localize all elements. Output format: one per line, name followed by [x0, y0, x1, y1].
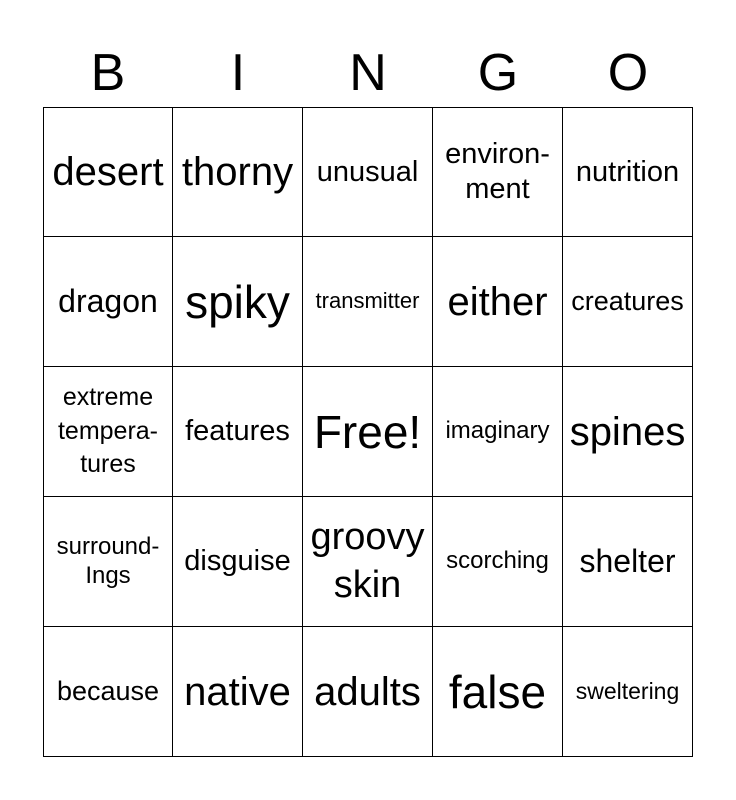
bingo-cell[interactable]: disguise — [173, 497, 303, 627]
bingo-card-grid — [43, 107, 693, 757]
bingo-cell[interactable]: imaginary — [433, 367, 563, 497]
header-letter-b: B — [90, 44, 126, 102]
bingo-cell[interactable]: transmitter — [303, 237, 433, 367]
bingo-cell[interactable]: features — [173, 367, 303, 497]
bingo-cell[interactable]: scorching — [433, 497, 563, 627]
bingo-cell[interactable]: groovy skin — [303, 497, 433, 627]
header-letter-g: G — [477, 44, 519, 102]
bingo-cell[interactable]: shelter — [563, 497, 693, 627]
header-letter-n: N — [349, 44, 387, 102]
bingo-header — [43, 40, 693, 106]
bingo-cell[interactable]: adults — [303, 627, 433, 757]
bingo-cell[interactable]: surround- Ings — [43, 497, 173, 627]
header-letter-o: O — [607, 44, 649, 102]
bingo-cell[interactable]: extreme tempera- tures — [43, 367, 173, 497]
bingo-cell[interactable]: thorny — [173, 107, 303, 237]
bingo-cell[interactable]: false — [433, 627, 563, 757]
bingo-cell free-space[interactable]: Free! — [303, 367, 433, 497]
header-letter-i: I — [230, 44, 246, 102]
bingo-cell[interactable]: because — [43, 627, 173, 757]
bingo-cell[interactable]: nutrition — [563, 107, 693, 237]
bingo-cell[interactable]: creatures — [563, 237, 693, 367]
bingo-cell[interactable]: spiky — [173, 237, 303, 367]
bingo-cell[interactable]: unusual — [303, 107, 433, 237]
bingo-cell[interactable]: spines — [563, 367, 693, 497]
bingo-cell[interactable]: sweltering — [563, 627, 693, 757]
bingo-cell[interactable]: environ- ment — [433, 107, 563, 237]
bingo-cell[interactable]: dragon — [43, 237, 173, 367]
bingo-cell[interactable]: desert — [43, 107, 173, 237]
bingo-cell[interactable]: native — [173, 627, 303, 757]
bingo-cell[interactable]: either — [433, 237, 563, 367]
